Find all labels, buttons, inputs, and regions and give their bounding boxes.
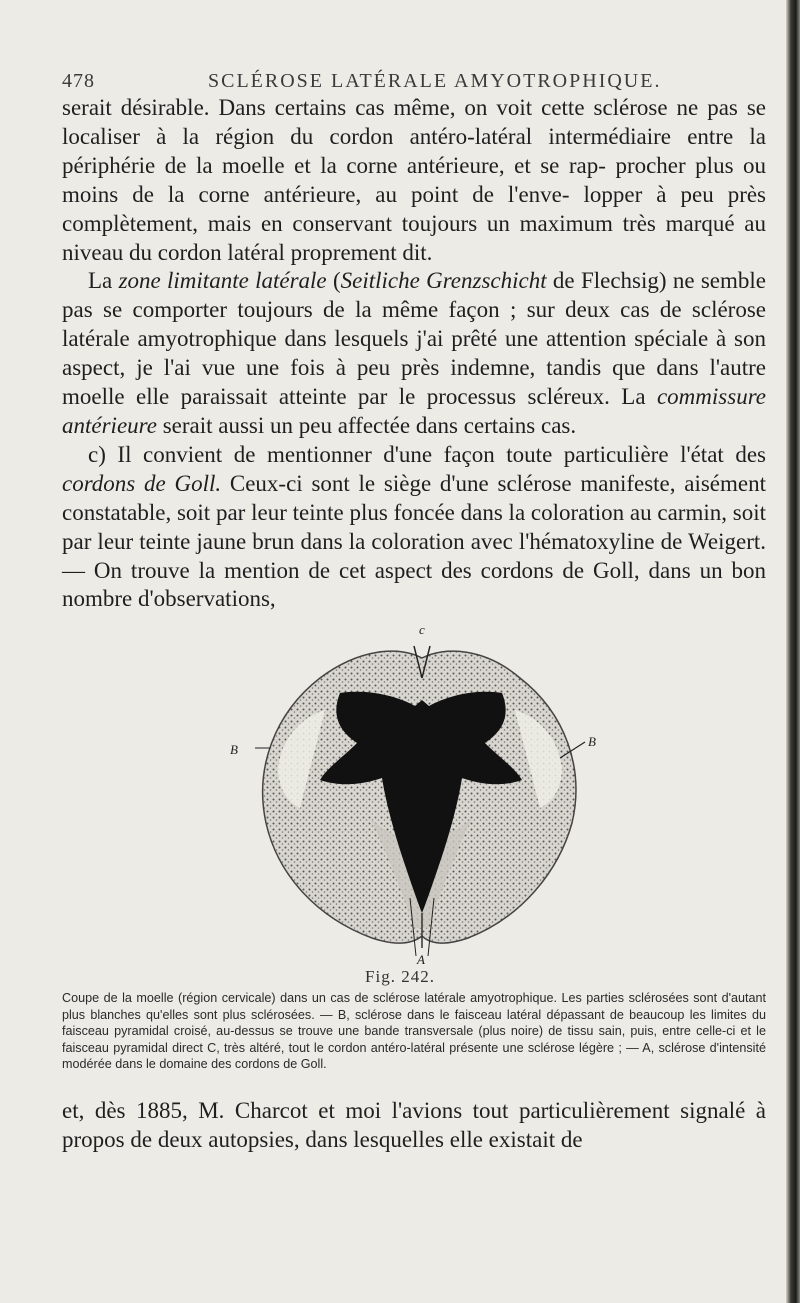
text-run: Ceux-ci sont le siège d'une sclérose manifeste, aisément constatable, soit par leur teinte plus foncée dans la coloration au carmin, soit par leur teinte jaune brun dans la coloration avec l'hématoxyline de Weigert. — On trouve la mention de cet aspect des cordons de Goll, dans un bon nombre d'observations, <box>62 470 766 612</box>
italic-term: Seitliche Grenzschicht <box>340 268 547 294</box>
label-c: c <box>419 622 425 637</box>
page-number: 478 <box>62 70 95 92</box>
text-run: serait aussi un peu affectée dans certains cas. <box>156 412 577 438</box>
running-title: SCLÉROSE LATÉRALE AMYOTROPHIQUE. <box>208 70 662 92</box>
p1-line: procher plus ou moins de la corne antérieure, au point de l'enve- <box>62 152 767 207</box>
paragraph-charcot: et, dès 1885, M. Charcot et moi l'avions tout particulièrement signalé à propos de deux autopsies, dans lesquelles elle existait de <box>62 1098 766 1152</box>
label-a: A <box>417 952 425 967</box>
p1-line: lopper à peu près complètement, mais en conservant toujours un <box>62 181 767 236</box>
text-run: La <box>88 268 119 294</box>
text-run: de Flechsig) ne semble pas se comporter toujours de la même façon ; sur deux cas de sclérose latérale amyotrophique dans lesquels j'ai prêté une attention spéciale à son aspect, je l'ai vue une fois à peu près indemne, tandis que dans l'autre moelle elle paraissait atteinte par le processus scléreux. La <box>62 268 766 410</box>
paragraph-continuation <box>62 94 766 267</box>
text-run: ( <box>326 268 341 294</box>
p1-line: pas se localiser à la région du cordon antéro-latéral intermédiaire <box>62 95 766 149</box>
spinal-cord-illustration <box>200 618 640 968</box>
p1-line: serait désirable. Dans certains cas même, on voit cette sclérose ne <box>62 95 699 120</box>
label-b-right: B <box>588 734 596 749</box>
text-run: c) Il convient de mentionner d'une façon toute particulière l'état des <box>88 441 766 467</box>
paragraph-cordons-goll <box>62 441 766 614</box>
p1-line: entre la périphérie de la moelle et la corne antérieure, et se rap- <box>62 123 766 178</box>
italic-term: zone limitante latérale <box>118 268 327 294</box>
figure-number: Fig. 242. <box>365 967 435 986</box>
italic-term: cordons de Goll. <box>62 470 222 496</box>
spinal-cord-figure <box>200 618 640 968</box>
figure-caption: Coupe de la moelle (région cervicale) dans un cas de sclérose latérale amyotrophique. Les parties sclérosées sont d'autant plus blanches qu'elles sont plus sclérosées. — B, sclérose dans le faisceau latéral dépassant de beaucoup les limites du faisceau pyramidal croisé, au-dessus se trouve une bande transversale (plus noire) de tissu sain, puis, entre celle-ci et le faisceau pyramidal direct C, très altéré, tout le cordon antéro-latéral présente une sclérose légère ; — A, sclérose d'intensité modérée dans le domaine des cordons de Goll. <box>62 991 766 1072</box>
label-b-left: B <box>230 742 238 757</box>
p1-line: maximum très marqué au niveau du cordon latéral proprement dit. <box>62 210 767 265</box>
page-edge-shadow <box>786 0 800 1303</box>
italic-term: commissure antérieure <box>62 384 766 438</box>
body-text-top <box>62 94 766 614</box>
paragraph-zone-limitante <box>62 267 766 440</box>
